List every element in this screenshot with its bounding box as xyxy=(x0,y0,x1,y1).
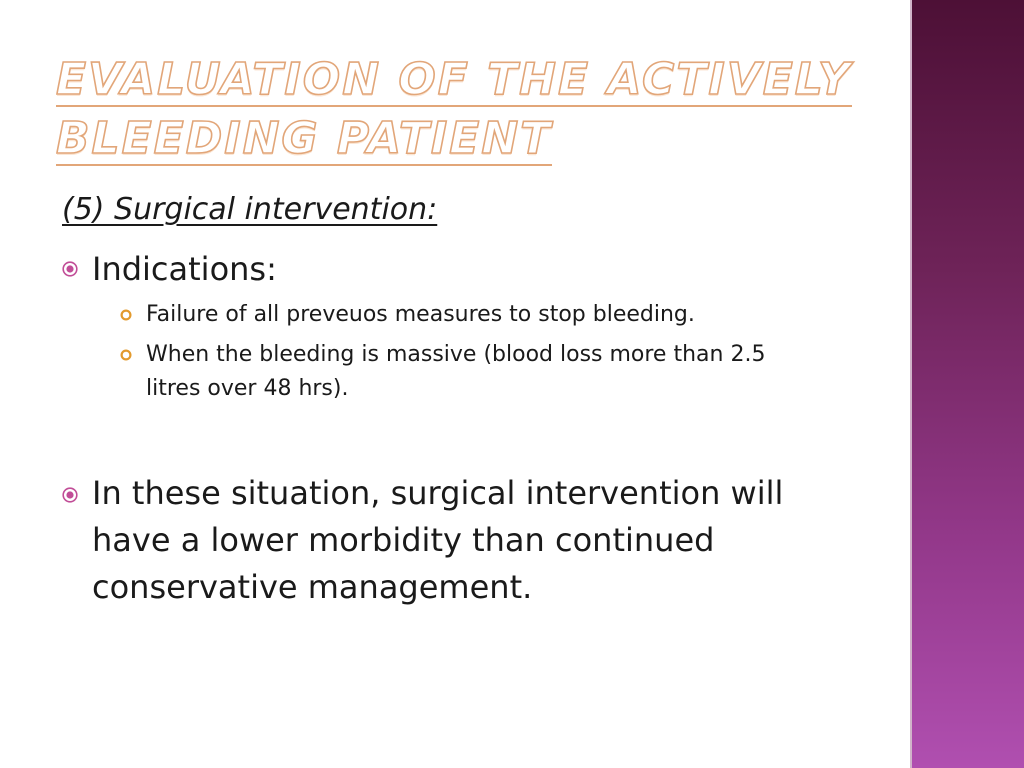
title-line-1: EVALUATION OF THE ACTIVELY xyxy=(56,54,852,105)
decorative-side-band xyxy=(912,0,1024,768)
circle-bullet-icon xyxy=(62,487,78,503)
bullet-text: In these situation, surgical intervention will have a lower morbidity than continued conservative management. xyxy=(92,474,784,606)
section-subheading: (5) Surgical intervention: xyxy=(62,192,438,227)
ring-bullet-icon xyxy=(120,306,132,318)
bullet-conclusion xyxy=(62,470,842,611)
circle-bullet-icon xyxy=(62,261,78,277)
slide-title xyxy=(56,52,876,170)
sub-bullet-failure xyxy=(120,298,820,332)
bullet-indications xyxy=(62,246,277,293)
ring-bullet-icon xyxy=(120,346,132,358)
title-line-2: BLEEDING PATIENT xyxy=(56,113,553,164)
sub-bullet-massive xyxy=(120,338,820,406)
bullet-text: Indications: xyxy=(92,250,277,288)
sub-bullet-text: When the bleeding is massive (blood loss more than 2.5 litres over 48 hrs). xyxy=(146,342,766,401)
sub-bullet-text: Failure of all preveuos measures to stop bleeding. xyxy=(146,302,695,327)
